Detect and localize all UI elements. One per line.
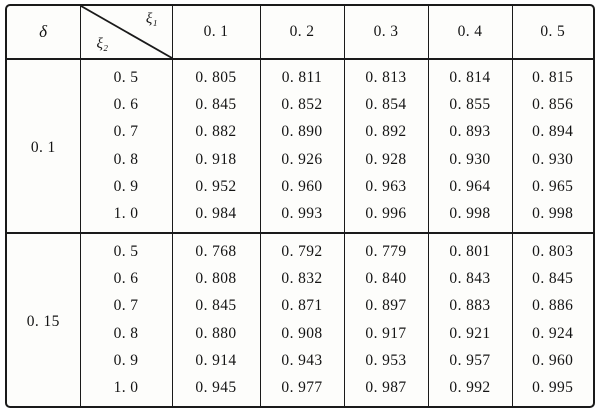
diagonal-header-cell — [80, 6, 172, 59]
table-cell: 0. 843 — [428, 265, 512, 292]
table-cell: 0. 957 — [428, 347, 512, 374]
xi2-row-label: 0. 9 — [80, 173, 172, 200]
table-row — [7, 201, 593, 233]
column-header: 0. 2 — [260, 6, 344, 59]
table-cell: 0. 871 — [260, 293, 344, 320]
table-cell: 0. 952 — [172, 173, 260, 200]
delta-header-cell — [7, 6, 80, 59]
table-cell: 0. 815 — [512, 59, 593, 91]
table-cell: 0. 926 — [260, 146, 344, 173]
xi2-row-label: 0. 8 — [80, 320, 172, 347]
xi2-row-label: 0. 6 — [80, 91, 172, 118]
xi2-row-label: 0. 5 — [80, 59, 172, 91]
xi2-label: ξ₂ — [96, 36, 109, 52]
delta-value-cell: 0. 15 — [7, 233, 80, 406]
xi2-row-label: 0. 7 — [80, 293, 172, 320]
table-cell: 0. 882 — [172, 119, 260, 146]
table-cell: 0. 918 — [172, 146, 260, 173]
table-cell: 0. 908 — [260, 320, 344, 347]
table-cell: 0. 852 — [260, 91, 344, 118]
table-cell: 0. 993 — [260, 201, 344, 233]
column-header: 0. 1 — [172, 6, 260, 59]
table-row — [7, 293, 593, 320]
table-cell: 0. 832 — [260, 265, 344, 292]
xi2-row-label: 0. 7 — [80, 119, 172, 146]
table-row — [7, 91, 593, 118]
xi2-row-label: 0. 8 — [80, 146, 172, 173]
table-row — [7, 119, 593, 146]
table-cell: 0. 984 — [172, 201, 260, 233]
table-header — [7, 6, 593, 59]
table-cell: 0. 880 — [172, 320, 260, 347]
table-cell: 0. 960 — [260, 173, 344, 200]
table-cell: 0. 995 — [512, 375, 593, 406]
table-cell: 0. 964 — [428, 173, 512, 200]
table-cell: 0. 814 — [428, 59, 512, 91]
table-frame — [5, 4, 595, 408]
table-cell: 0. 928 — [344, 146, 428, 173]
table-cell: 0. 960 — [512, 347, 593, 374]
xi2-row-label: 0. 6 — [80, 265, 172, 292]
table-cell: 0. 965 — [512, 173, 593, 200]
table-cell: 0. 914 — [172, 347, 260, 374]
table-row — [7, 320, 593, 347]
table-cell: 0. 930 — [428, 146, 512, 173]
table-cell: 0. 768 — [172, 233, 260, 265]
xi2-row-label: 1. 0 — [80, 201, 172, 233]
table-cell: 0. 808 — [172, 265, 260, 292]
table-cell: 0. 945 — [172, 375, 260, 406]
table-cell: 0. 890 — [260, 119, 344, 146]
table-cell: 0. 813 — [344, 59, 428, 91]
block-delta-0-15 — [7, 233, 593, 406]
xi2-row-label: 1. 0 — [80, 375, 172, 406]
column-header: 0. 4 — [428, 6, 512, 59]
table-cell: 0. 917 — [344, 320, 428, 347]
table-cell: 0. 803 — [512, 233, 593, 265]
table-cell: 0. 943 — [260, 347, 344, 374]
table-cell: 0. 892 — [344, 119, 428, 146]
table-cell: 0. 977 — [260, 375, 344, 406]
table-cell: 0. 855 — [428, 91, 512, 118]
table-cell: 0. 987 — [344, 375, 428, 406]
column-header: 0. 5 — [512, 6, 593, 59]
table-cell: 0. 963 — [344, 173, 428, 200]
table-cell: 0. 992 — [428, 375, 512, 406]
table-cell: 0. 893 — [428, 119, 512, 146]
table-cell: 0. 854 — [344, 91, 428, 118]
table-cell: 0. 998 — [428, 201, 512, 233]
table-cell: 0. 801 — [428, 233, 512, 265]
table-cell: 0. 921 — [428, 320, 512, 347]
table-row — [7, 375, 593, 406]
xi2-row-label: 0. 9 — [80, 347, 172, 374]
table-cell: 0. 856 — [512, 91, 593, 118]
table-row — [7, 347, 593, 374]
delta-value-cell: 0. 1 — [7, 59, 80, 233]
data-table — [7, 6, 593, 406]
diagonal-line — [81, 6, 172, 58]
table-cell: 0. 779 — [344, 233, 428, 265]
table-row — [7, 59, 593, 91]
table-cell: 0. 897 — [344, 293, 428, 320]
table-row — [7, 173, 593, 200]
block-delta-0-1 — [7, 59, 593, 233]
column-header: 0. 3 — [344, 6, 428, 59]
table-cell: 0. 845 — [172, 91, 260, 118]
table-row — [7, 265, 593, 292]
xi1-label: ξ₁ — [145, 11, 158, 27]
table-cell: 0. 811 — [260, 59, 344, 91]
table-cell: 0. 924 — [512, 320, 593, 347]
table-cell: 0. 886 — [512, 293, 593, 320]
table-row — [7, 146, 593, 173]
table-cell: 0. 883 — [428, 293, 512, 320]
table-cell: 0. 930 — [512, 146, 593, 173]
header-row — [7, 6, 593, 59]
xi2-row-label: 0. 5 — [80, 233, 172, 265]
table-cell: 0. 792 — [260, 233, 344, 265]
table-cell: 0. 894 — [512, 119, 593, 146]
table-cell: 0. 953 — [344, 347, 428, 374]
table-cell: 0. 805 — [172, 59, 260, 91]
table-cell: 0. 998 — [512, 201, 593, 233]
table-row — [7, 233, 593, 265]
table-cell: 0. 845 — [512, 265, 593, 292]
table-cell: 0. 996 — [344, 201, 428, 233]
table-cell: 0. 845 — [172, 293, 260, 320]
table-cell: 0. 840 — [344, 265, 428, 292]
delta-symbol: δ — [39, 22, 48, 41]
